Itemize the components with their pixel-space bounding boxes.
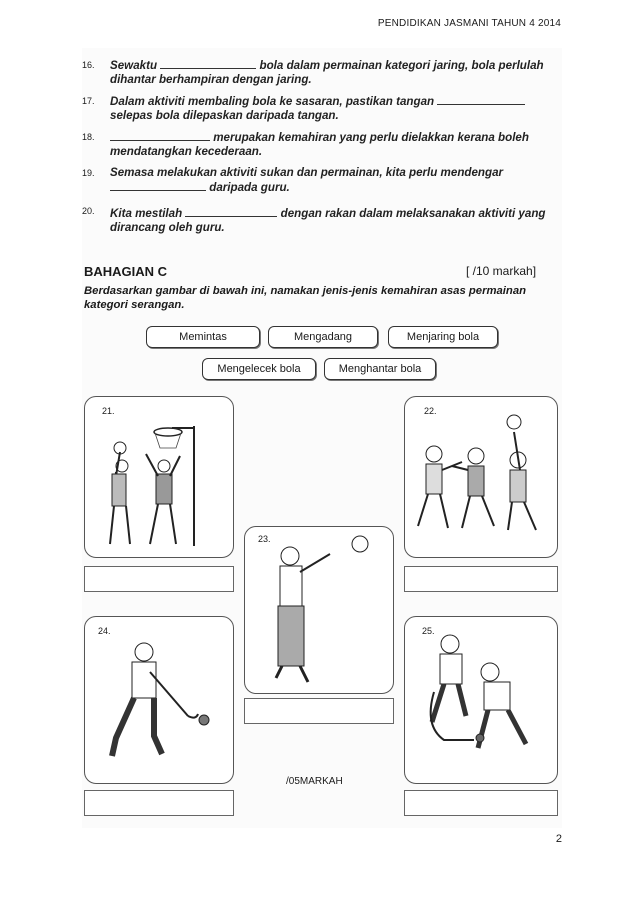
question-19 bbox=[110, 166, 565, 195]
question-number: 17. bbox=[82, 96, 95, 106]
question-16 bbox=[110, 58, 565, 87]
answer-box-22[interactable] bbox=[404, 566, 558, 592]
page-number: 2 bbox=[555, 833, 562, 845]
answer-blank[interactable] bbox=[160, 58, 256, 69]
question-text: selepas bola dilepaskan daripada tangan. bbox=[110, 109, 339, 122]
question-text: dihantar berhampiran dengan jaring. bbox=[110, 73, 312, 86]
option-mengelecek-bola: Mengelecek bola bbox=[202, 358, 316, 380]
section-instruction: Berdasarkan gambar di bawah ini, namakan jenis-jenis kemahiran asas permainan kategori serangan. bbox=[84, 285, 527, 311]
question-text: Dalam aktiviti membaling bola ke sasaran, pastikan tangan bbox=[110, 95, 435, 108]
passing-ball-illustration bbox=[244, 526, 392, 692]
hockey-tackle-illustration bbox=[404, 616, 556, 782]
section-marks: [ /10 markah] bbox=[466, 264, 537, 278]
question-text: Sewaktu bbox=[110, 59, 158, 72]
question-number: 18. bbox=[82, 132, 95, 142]
question-text: merupakan kemahiran yang perlu dielakkan kerana boleh bbox=[213, 131, 529, 144]
question-number: 16. bbox=[82, 60, 95, 70]
question-18 bbox=[110, 130, 565, 159]
netball-shooting-illustration bbox=[84, 396, 232, 556]
intercepting-illustration bbox=[404, 396, 556, 556]
answer-box-23[interactable] bbox=[244, 698, 394, 724]
question-text: Semasa melakukan aktiviti sukan dan permainan, kita perlu mendengar bbox=[110, 166, 504, 179]
question-text: daripada guru. bbox=[209, 181, 290, 194]
picture-number: 25. bbox=[422, 626, 435, 636]
hockey-dribbling-illustration bbox=[84, 616, 232, 782]
question-text: dirancang oleh guru. bbox=[110, 221, 225, 234]
picture-number: 22. bbox=[424, 406, 437, 416]
question-20 bbox=[110, 206, 565, 235]
option-menjaring-bola: Menjaring bola bbox=[388, 326, 498, 348]
question-text: Kita mestilah bbox=[110, 207, 183, 220]
question-17 bbox=[110, 94, 565, 123]
picture-number: 23. bbox=[258, 534, 271, 544]
option-menghantar-bola: Menghantar bola bbox=[324, 358, 436, 380]
section-title: BAHAGIAN C bbox=[84, 264, 168, 279]
option-mengadang: Mengadang bbox=[268, 326, 378, 348]
option-memintas: Memintas bbox=[146, 326, 260, 348]
question-text: mendatangkan kecederaan. bbox=[110, 145, 263, 158]
page-header: PENDIDIKAN JASMANI TAHUN 4 2014 bbox=[377, 18, 561, 29]
answer-blank[interactable] bbox=[185, 206, 277, 217]
total-marks: /05MARKAH bbox=[286, 776, 343, 787]
picture-number: 21. bbox=[102, 406, 115, 416]
question-text: bola dalam permainan kategori jaring, bola perlulah bbox=[259, 59, 544, 72]
question-number: 19. bbox=[82, 168, 95, 178]
answer-blank[interactable] bbox=[110, 180, 206, 191]
answer-box-24[interactable] bbox=[84, 790, 234, 816]
answer-blank[interactable] bbox=[110, 130, 210, 141]
answer-box-25[interactable] bbox=[404, 790, 558, 816]
answer-blank[interactable] bbox=[437, 94, 525, 105]
question-number: 20. bbox=[82, 206, 95, 216]
answer-box-21[interactable] bbox=[84, 566, 234, 592]
picture-number: 24. bbox=[98, 626, 111, 636]
question-text: dengan rakan dalam melaksanakan aktiviti yang bbox=[280, 207, 546, 220]
